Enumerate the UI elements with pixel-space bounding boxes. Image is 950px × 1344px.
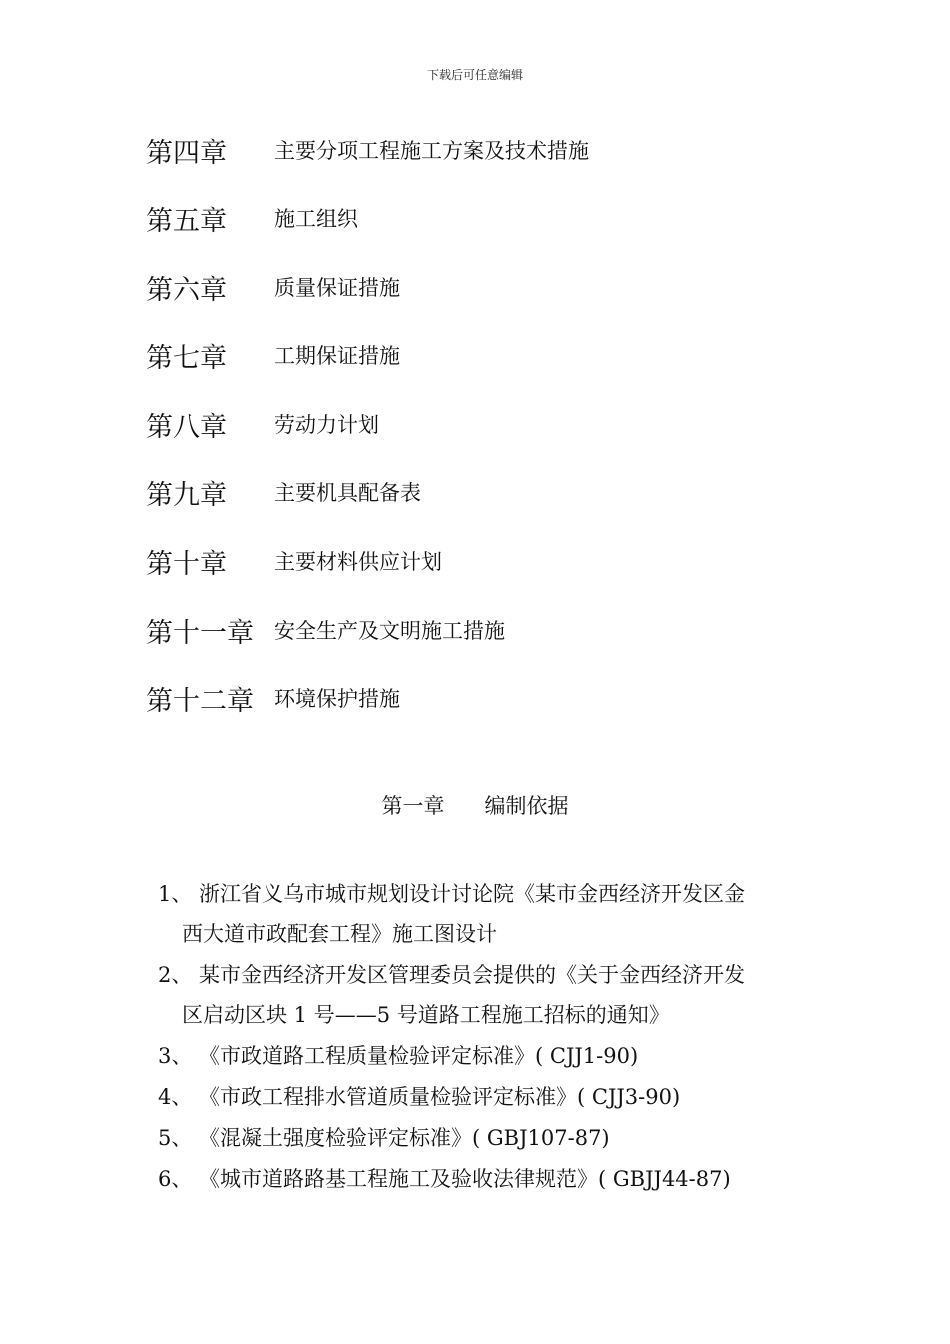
toc-entry [146,678,400,718]
toc-chapter-number: 第十二章 [146,685,254,717]
toc-entry [146,335,400,375]
toc-chapter-title: 安全生产及文明施工措施 [274,619,505,643]
toc-entry [146,610,505,650]
toc-entry [146,472,421,512]
toc-chapter-number: 第五章 [146,205,227,237]
list-item [158,874,818,954]
toc-entry [146,130,589,170]
toc-chapter-number: 第六章 [146,274,227,306]
list-item [158,1159,818,1199]
list-item [158,1118,818,1158]
toc-chapter-number: 第十章 [146,548,227,580]
list-item [158,1036,818,1076]
toc-entry [146,404,379,444]
toc-chapter-number: 第四章 [146,137,227,169]
list-item [158,955,818,1035]
reference-text: 3、 《市政道路工程质量检验评定标准》( CJJ1-90) [158,1044,639,1068]
page-header: 下载后可任意编辑 [426,68,523,82]
toc-chapter-number: 第八章 [146,411,227,443]
reference-text: 4、 《市政工程排水管道质量检验评定标准》( CJJ3-90) [158,1085,681,1109]
toc-entry [146,198,358,238]
reference-text: 2、 某市金西经济开发区管理委员会提供的《关于金西经济开发 [158,963,746,987]
toc-chapter-title: 施工组织 [274,207,358,231]
toc-chapter-number: 第十一章 [146,617,254,649]
reference-text: 5、 《混凝土强度检验评定标准》( GBJ107-87) [158,1126,610,1150]
reference-text: 1、 浙江省义乌市城市规划设计讨论院《某市金西经济开发区金 [158,882,746,906]
chapter-heading: 第一章 编制依据 [381,794,569,818]
toc-chapter-title: 环境保护措施 [274,687,400,711]
toc-chapter-title: 主要分项工程施工方案及技术措施 [274,139,589,163]
toc-entry [146,541,442,581]
toc-chapter-number: 第七章 [146,342,227,374]
toc-chapter-title: 质量保证措施 [274,276,400,300]
reference-text: 6、 《城市道路路基工程施工及验收法律规范》( GBJJ44-87) [158,1167,731,1191]
toc-chapter-number: 第九章 [146,479,227,511]
reference-text-continued: 西大道市政配套工程》施工图设计 [182,922,497,946]
toc-chapter-title: 主要材料供应计划 [274,550,442,574]
reference-text-continued: 区启动区块 1 号——5 号道路工程施工招标的通知》 [182,1003,670,1027]
toc-entry [146,267,400,307]
toc-chapter-title: 主要机具配备表 [274,481,421,505]
toc-chapter-title: 劳动力计划 [274,413,379,437]
toc-chapter-title: 工期保证措施 [274,344,400,368]
list-item [158,1077,818,1117]
